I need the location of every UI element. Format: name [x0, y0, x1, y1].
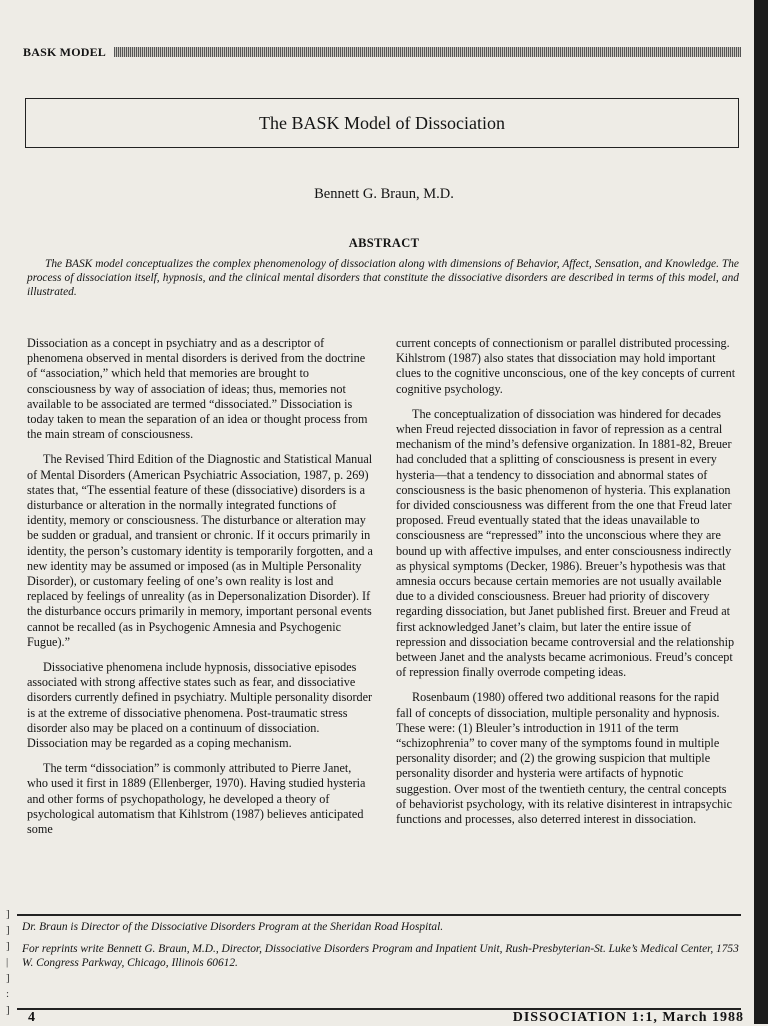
title-box [25, 98, 739, 148]
paragraph: Rosenbaum (1980) offered two additional reasons for the rapid fall of concepts of dissociation, multiple personality and hypnosis. These were: (1) Bleuler’s introduction in 1911 of the term “schizophrenia” to cover many of the symptoms found in multiple personality disorder; and (2) the growing suspicion that multiple personality disorder and hysteria were artifacts of hypnotic suggestion. Over most of the twentieth century, the central concepts of behaviorist psychology, with its relative disinterest in intrapsychic functions and processes, also deterred interest in dissociation. [396, 690, 732, 827]
author-byline: Bennett G. Braun, M.D. [314, 186, 454, 202]
abstract-text: The BASK model conceptualizes the complex phenomenology of dissociation along with dimensions of Behavior, Affect, Sensation, and Knowledge. The process of dissociation itself, hypnosis, and the clinical mental disorders that constitute the dissociative disorders are described in terms of this model, and illustrated. [27, 258, 739, 298]
header-rule [114, 47, 741, 57]
page-edge-shadow [754, 0, 768, 1024]
paragraph: The term “dissociation” is commonly attributed to Pierre Janet, who used it first in 1889 (Ellenberger, 1970). Having studied hysteria and other forms of psychopathology, he developed a theory of psychological automatism that Kihlstrom (1987) believes anticipated some [27, 761, 366, 837]
running-header [23, 43, 741, 61]
footnotes [22, 920, 740, 978]
left-column [27, 336, 373, 847]
section-label: BASK MODEL [23, 44, 107, 59]
abstract-heading: ABSTRACT [348, 236, 420, 250]
footnote-reprints: For reprints write Bennett G. Braun, M.D., Director, Dissociative Disorders Program and Inpatient Unit, Rush-Presbyterian-St. Luke’s Medical Center, 1753 W. Congress Parkway, Chicago, Illinois 60612. [22, 942, 739, 969]
paragraph: Dissociation as a concept in psychiatry and as a descriptor of phenomena observed in mental disorders is derived from the doctrine of “association,” which held that memories are brought to consciousness by way of association of ideas; thus, memories not available to be associated are termed “dissociated.” Dissociation is today taken to mean the separation of an idea or thought process from the main stream of consciousness. [27, 336, 368, 442]
journal-citation: DISSOCIATION 1:1, March 1988 [512, 1010, 744, 1025]
page-number: 4 [28, 1010, 35, 1025]
paragraph: The conceptualization of dissociation was hindered for decades when Freud rejected dissociation in favor of repression as a central mechanism of the mind’s defensive organization. In 1881-82, Breuer had concluded that a splitting of consciousness is present in every hysteria—that a tendency to dissociation and abnormal states of consciousness is the basic phenomenon of hysteria. This explanation for divided consciousness was different from the one that Freud later proposed. Freud eventually stated that the ideas unavailable to consciousness are “repressed” into the unconscious where they are bound up with affective impulses, and enter consciousness indirectly as physical symptoms (Decker, 1986). Breuer’s hypothesis was that amnesia occurs because certain memories are not usually available due to a divided consciousness. Breuer had priority of discovery regarding dissociation, but Janet published first. Breuer and Freud at first acknowledged Janet’s claim, but later the entire issue of repression and dissociation became controversial and the relationship between Janet and the analysts became acrimonious. Freud’s concept of repression finally overrode competing ideas. [396, 406, 735, 680]
right-column [396, 336, 738, 837]
paragraph: Dissociative phenomena include hypnosis, dissociative episodes associated with strong affective states such as fear, and dissociative disorders currently defined in psychiatry. Multiple personality disorder is at the extreme of dissociative phenomena. Post-traumatic stress disorder also may be placed on a continuum of dissociation. Dissociation may be regarded as a coping mechanism. [27, 660, 373, 751]
paragraph: The Revised Third Edition of the Diagnostic and Statistical Manual of Mental Disorders (American Psychiatric Association, 1987, p. 269) states that, “The essential feature of these (dissociative) disorders is a disturbance or alteration in the normally integrated functions of identity, memory or consciousness. The disturbance or alteration may be sudden or gradual, and transient or chronic. If it occurs primarily in identity, the person’s customary identity is temporarily forgotten, and a new identity may be assumed or imposed (as in Multiple Personality Disorder), or customary feeling of one’s own reality is lost and replaced by feelings of unreality (as in Depersonalization Disorder). If the disturbance occurs primarily in memory, important personal events cannot be recalled (as in Psychogenic Amnesia and Psychogenic Fugue).” [27, 452, 373, 649]
paragraph: current concepts of connectionism or parallel distributed processing. Kihlstrom (1987) also states that dissociation may hold important clues to the cognitive unconscious, one of the key concepts of current cognitive psychology. [396, 336, 736, 396]
margin-marks: ] ] ] | ] : ] [6, 908, 10, 1016]
article-title: The BASK Model of Dissociation [259, 112, 505, 133]
footnote-rule [17, 914, 741, 916]
footnote-affiliation: Dr. Braun is Director of the Dissociative Disorders Program at the Sheridan Road Hospital. [22, 921, 444, 933]
